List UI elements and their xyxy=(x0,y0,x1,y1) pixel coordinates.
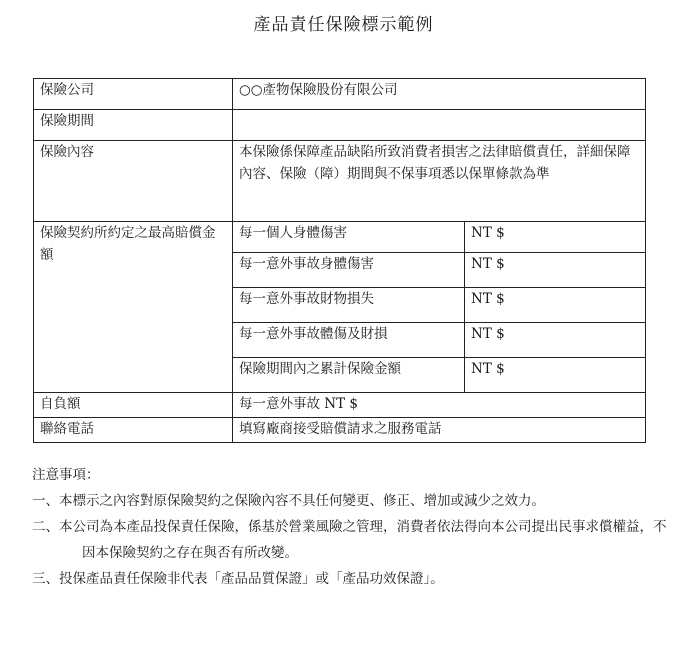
content-label: 保險內容 xyxy=(34,141,233,222)
note-number: 二、 xyxy=(32,519,59,535)
deductible-row xyxy=(34,393,646,418)
note-number: 一、 xyxy=(32,493,59,509)
limit-row xyxy=(34,222,646,253)
limit-amount: NT $ xyxy=(465,288,646,323)
insurance-label-table xyxy=(33,78,646,443)
period-label: 保險期間 xyxy=(34,110,233,141)
limit-item: 每一意外事故身體傷害 xyxy=(233,253,465,288)
limit-amount: NT $ xyxy=(465,253,646,288)
content-value: 本保險係保障產品缺陷所致消費者損害之法律賠償責任，詳細保障內容、保險（障）期間與不保事項悉以保單條款為準 xyxy=(233,141,646,222)
insurer-row xyxy=(34,79,646,110)
phone-row xyxy=(34,418,646,443)
content-row xyxy=(34,141,646,222)
period-row xyxy=(34,110,646,141)
limit-item: 每一意外事故體傷及財損 xyxy=(233,323,465,358)
note-text: 投保產品責任保險非代表「產品品質保證」或「產品功效保證」。 xyxy=(59,571,444,587)
limit-item: 保險期間內之累計保險金額 xyxy=(233,358,465,393)
notes-heading: 注意事項： xyxy=(32,467,100,483)
phone-label: 聯絡電話 xyxy=(34,418,233,443)
limit-amount: NT $ xyxy=(465,323,646,358)
insurer-label: 保險公司 xyxy=(34,79,233,110)
deductible-label: 自負額 xyxy=(34,393,233,418)
note-item xyxy=(20,566,670,592)
period-value xyxy=(233,110,646,141)
note-text: 本公司為本產品投保責任保險，係基於營業風險之管理，消費者依法得向本公司提出民事求償權益，不因本保險契約之存在與否有所改變。 xyxy=(59,519,667,561)
limit-amount: NT $ xyxy=(465,222,646,253)
limit-amount: NT $ xyxy=(465,358,646,393)
page-title: 產品責任保險標示範例 xyxy=(253,15,434,35)
phone-value: 填寫廠商接受賠償請求之服務電話 xyxy=(233,418,646,443)
note-item xyxy=(20,488,670,514)
note-text: 本標示之內容對原保險契約之保險內容不具任何變更、修正、增加或減少之效力。 xyxy=(59,493,545,509)
deductible-value: 每一意外事故 NT $ xyxy=(233,393,646,418)
notes-section xyxy=(20,462,670,592)
insurer-value: ○○產物保險股份有限公司 xyxy=(233,79,646,110)
note-number: 三、 xyxy=(32,571,59,587)
note-item xyxy=(20,514,670,566)
limits-label: 保險契約所約定之最高賠償金額 xyxy=(34,222,233,393)
limit-item: 每一個人身體傷害 xyxy=(233,222,465,253)
limit-item: 每一意外事故財物損失 xyxy=(233,288,465,323)
